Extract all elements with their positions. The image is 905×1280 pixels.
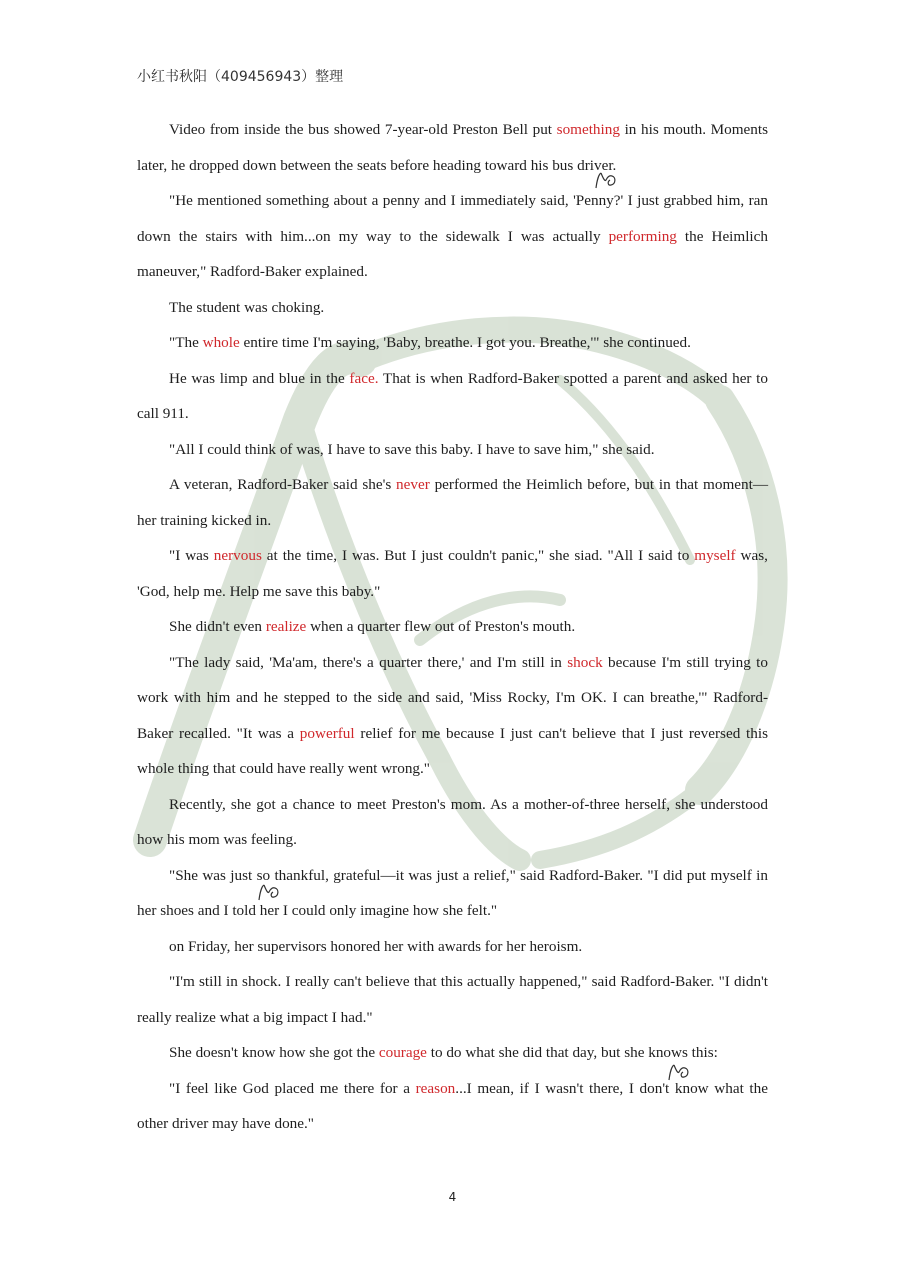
paragraph [137,112,768,183]
highlighted-vocab-word: nervous [213,547,262,564]
highlighted-vocab-word: myself [694,547,736,564]
text-segment: "He mentioned something about a penny and I immediately said, 'Penny?' I just grabbed him, ran down the stairs with him...on my way to the sidewalk I was actually [137,192,768,245]
pen-scribble-mark [593,170,619,192]
text-segment: "I'm still in shock. I really can't believe that this actually happened," said Radford-Baker. "I didn't really realize what a big impact I had." [137,973,768,1026]
text-segment: on Friday, her supervisors honored her with awards for her heroism. [169,937,583,955]
highlighted-vocab-word: powerful [299,724,355,742]
paragraph [137,183,768,290]
text-segment: in his mouth. Moments later, he dropped down between the seats before heading toward his bus driver. [137,121,769,174]
paragraph [137,290,768,326]
text-segment: relief for me because I just can't believe that I just reversed this whole thing that could have really went wrong." [137,724,768,777]
text-segment: That is when Radford-Baker spotted a parent and asked her to call 911. [137,369,768,422]
highlighted-vocab-word: realize [265,618,307,635]
text-segment: "The lady said, 'Ma'am, there's a quarter there,' and I'm still in [169,653,568,671]
text-segment: She didn't even [169,618,266,635]
text-segment: was, 'God, help me. Help me save this baby." [137,547,768,600]
paragraph [137,787,768,858]
highlighted-vocab-word: whole [202,334,240,351]
highlighted-vocab-word: shock [567,653,603,671]
paragraph [137,325,768,361]
paragraph [137,609,768,645]
paragraph [137,467,768,538]
text-segment: The student was choking. [169,298,325,316]
text-segment: "All I could think of was, I have to save this baby. I have to save him," she said. [169,440,655,458]
highlighted-vocab-word: face. [349,369,379,387]
text-segment: because I'm still trying to work with him and he stepped to the side and said, 'Miss Rocky, I'm OK. I can breathe,'" Radford-Baker recalled. "It was a [137,653,768,742]
text-segment: "I feel like God placed me there for a [169,1079,416,1097]
text-segment: He was limp and blue in the [169,369,350,387]
text-segment: Video from inside the bus showed 7-year-old Preston Bell put [169,121,557,138]
text-segment: to do what she did that day, but she knows this: [426,1044,718,1061]
paragraph [137,432,768,468]
text-segment: at the time, I was. But I just couldn't panic," she siad. "All I said to [261,547,695,564]
text-segment: She doesn't know how she got the [169,1044,379,1061]
text-segment: Recently, she got a chance to meet Preston's mom. As a mother-of-three herself, she understood how his mom was feeling. [137,795,768,848]
text-segment: performed the Heimlich before, but in that moment—her training kicked in. [137,476,769,529]
page-header: 小红书秋阳（409456943）整理 [137,69,344,85]
paragraph [137,858,768,929]
highlighted-vocab-word: performing [608,227,677,245]
text-segment: "The [169,334,203,351]
page-number: 4 [448,1190,457,1204]
text-segment: when a quarter flew out of Preston's mouth. [306,618,576,635]
text-segment: entire time I'm saying, 'Baby, breathe. I got you. Breathe,'" she continued. [239,334,691,351]
text-segment: A veteran, Radford-Baker said she's [169,476,397,493]
highlighted-vocab-word: reason [415,1079,456,1097]
article-body [137,112,768,1142]
pen-scribble-mark [256,882,282,904]
highlighted-vocab-word: something [556,121,620,138]
paragraph [137,929,768,965]
text-segment: "She was just so thankful, grateful—it was just a relief," said Radford-Baker. "I did put myself in her shoes and I told her I could only imagine how she felt." [137,866,768,919]
highlighted-vocab-word: courage [378,1044,427,1061]
text-segment: "I was [169,547,214,564]
paragraph [137,361,768,432]
paragraph [137,964,768,1035]
paragraph [137,538,768,609]
text-segment: ...I mean, if I wasn't there, I don't know what the other driver may have done." [137,1079,768,1132]
pen-scribble-mark [666,1062,692,1084]
text-segment: the Heimlich maneuver," Radford-Baker explained. [137,227,768,280]
highlighted-vocab-word: never [396,476,430,493]
paragraph [137,645,768,787]
